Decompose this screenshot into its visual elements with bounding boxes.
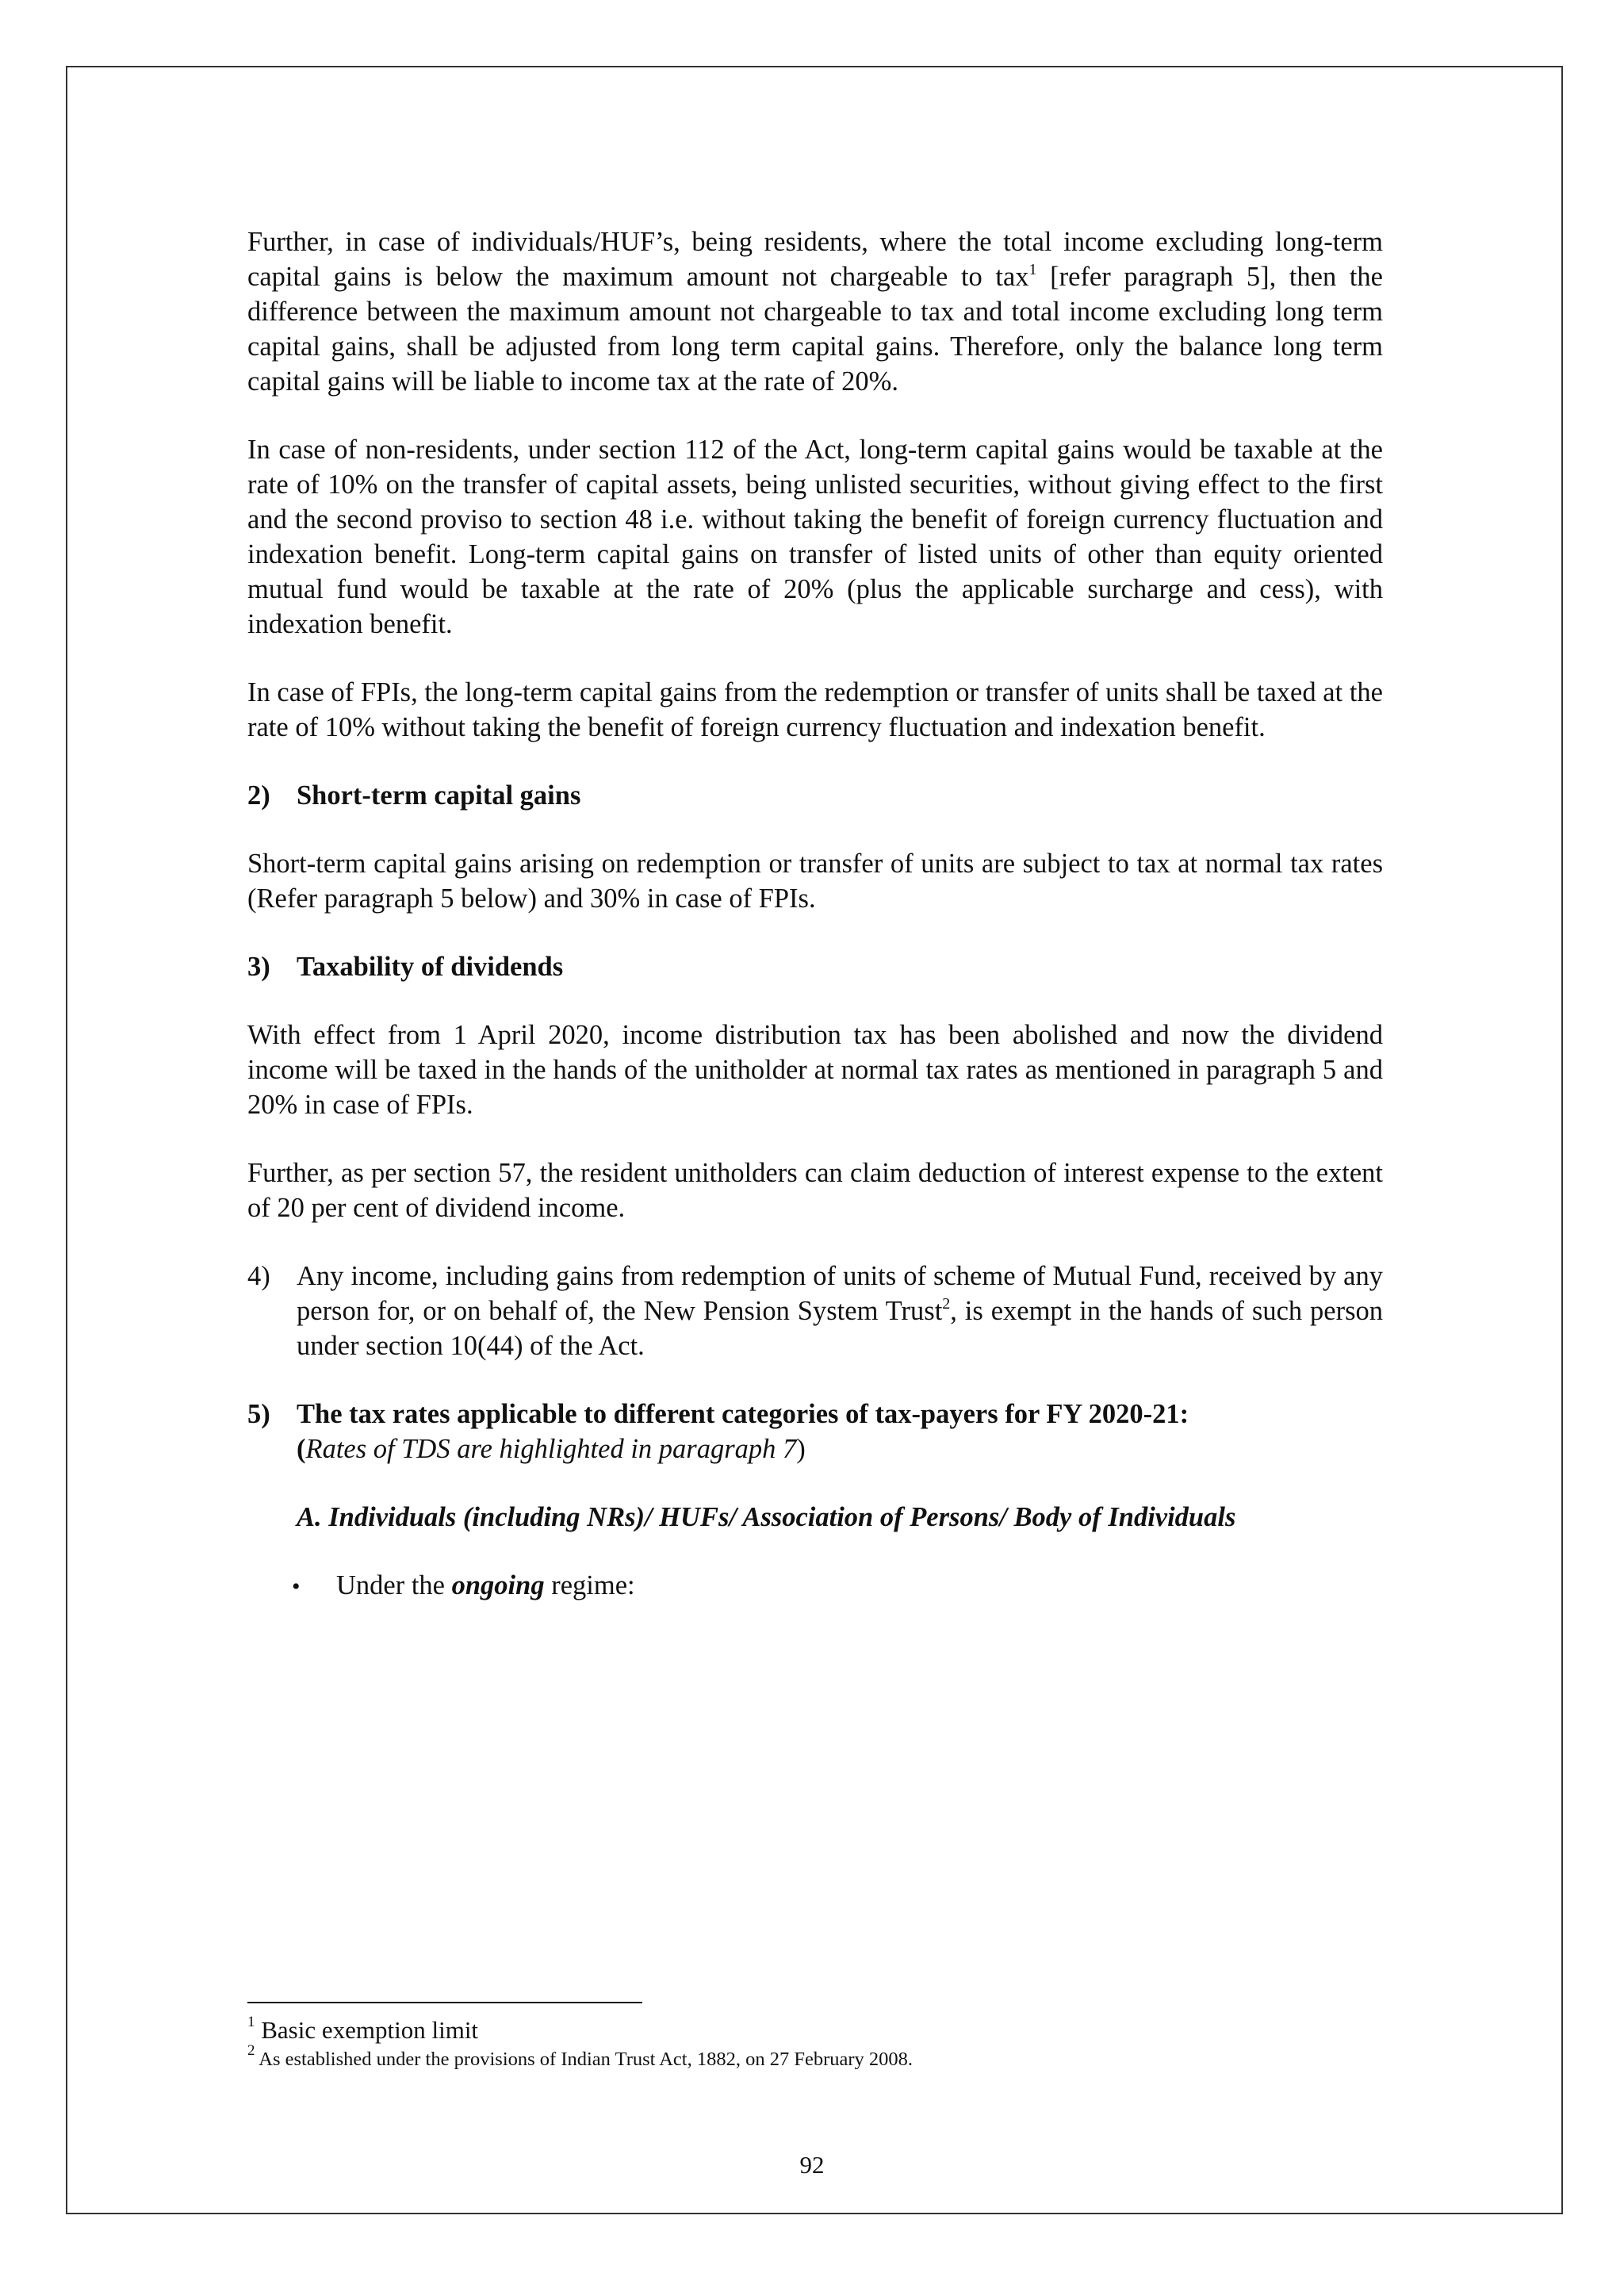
section-title: Taxability of dividends	[297, 952, 564, 982]
bullet-text-part: regime:	[544, 1570, 635, 1600]
section-heading-short-term	[247, 778, 1383, 813]
section-number: 3)	[247, 952, 270, 982]
page-number: 92	[799, 2151, 825, 2179]
paragraph-text: Any income, including gains from redemption of units of scheme of Mutual Fund, received by any person for, or on behalf of, the New Pension System Trust	[297, 1261, 1383, 1326]
section-title: Short-term capital gains	[297, 780, 581, 811]
note-paren: )	[796, 1434, 806, 1464]
paragraph-ltcg-fpis: In case of FPIs, the long-term capital gains from the redemption or transfer of units shall be taxed at the rate of 10% without taking the benefit of foreign currency fluctuation and indexation benefit.	[247, 677, 1383, 742]
paragraph-text: , is exempt in the hands of such person under section 10(44) of the Act.	[297, 1296, 1384, 1361]
paragraph-text: [refer paragraph 5], then the difference between the maximum amount not chargeable to tax and total income excluding long term capital gains, shall be adjusted from long term capital gains. Therefore, only the balance long term capital gains will be liable to income tax at the rate of 20%.	[247, 262, 1383, 397]
note-text: Rates of TDS are highlighted in paragraph 7	[305, 1434, 797, 1464]
section-number: 2)	[247, 780, 270, 811]
subsection-heading-individuals: A. Individuals (including NRs)/ HUFs/ Association of Persons/ Body of Individuals	[297, 1502, 1236, 1532]
note-paren: (	[297, 1434, 306, 1464]
footnote-mark: 2	[247, 2041, 255, 2059]
paragraph-dividends: With effect from 1 April 2020, income distribution tax has been abolished and now the dividend income will be taxed in the hands of the unitholder at normal tax rates as mentioned in paragraph 5 and 20% in case of FPIs.	[247, 1020, 1383, 1120]
footnote-ref-2[interactable]: 2	[942, 1294, 951, 1313]
section-heading-tax-rates	[247, 1397, 1383, 1432]
bullet-icon: •	[292, 1573, 301, 1600]
bullet-text	[336, 1568, 635, 1603]
footnote-ref-1[interactable]: 1	[1028, 260, 1037, 278]
tds-note	[297, 1432, 1383, 1466]
paragraph-text: Further, in case of individuals/HUF’s, being residents, where the total income excluding long-term capital gains is below the maximum amount not chargeable to tax	[247, 227, 1383, 292]
footnote-separator	[247, 2002, 642, 2003]
footnote-1	[247, 2014, 1383, 2046]
section-number: 5)	[247, 1399, 270, 1429]
paragraph-ltcg-residents	[247, 224, 1383, 399]
footnote-mark: 1	[247, 2013, 255, 2030]
footnote-2	[247, 2041, 1383, 2073]
section-title: The tax rates applicable to different categories of tax-payers for FY 2020-21:	[297, 1399, 1189, 1429]
bullet-text-part: Under the	[336, 1570, 452, 1600]
paragraph-section-57: Further, as per section 57, the resident unitholders can claim deduction of interest expense to the extent of 20 per cent of dividend income.	[247, 1158, 1383, 1223]
footnotes	[247, 2014, 1383, 2073]
section-heading-dividends	[247, 949, 1383, 984]
footnote-text: Basic exemption limit	[255, 2016, 479, 2044]
paragraph-ltcg-non-residents: In case of non-residents, under section 112 of the Act, long-term capital gains would be taxable at the rate of 10% on the transfer of capital assets, being unlisted securities, without giving effect to the first and the second proviso to section 48 i.e. without taking the benefit of foreign currency fluctuation and indexation benefit. Long-term capital gains on transfer of listed units of other than equity oriented mutual fund would be taxable at the rate of 20% (plus the applicable surcharge and cess), with indexation benefit.	[247, 435, 1383, 639]
footnote-text: As established under the provisions of Indian Trust Act, 1882, on 27 February 2008.	[255, 2049, 914, 2070]
section-number: 4)	[247, 1261, 270, 1291]
bullet-emphasis: ongoing	[451, 1570, 545, 1600]
paragraph-short-term: Short-term capital gains arising on redemption or transfer of units are subject to tax at normal tax rates (Refer paragraph 5 below) and 30% in case of FPIs.	[247, 849, 1383, 914]
section-item-pension-trust	[247, 1259, 1383, 1363]
section-text	[297, 1259, 1383, 1363]
bullet-ongoing-regime	[292, 1568, 1383, 1604]
page-body	[247, 224, 1383, 1604]
